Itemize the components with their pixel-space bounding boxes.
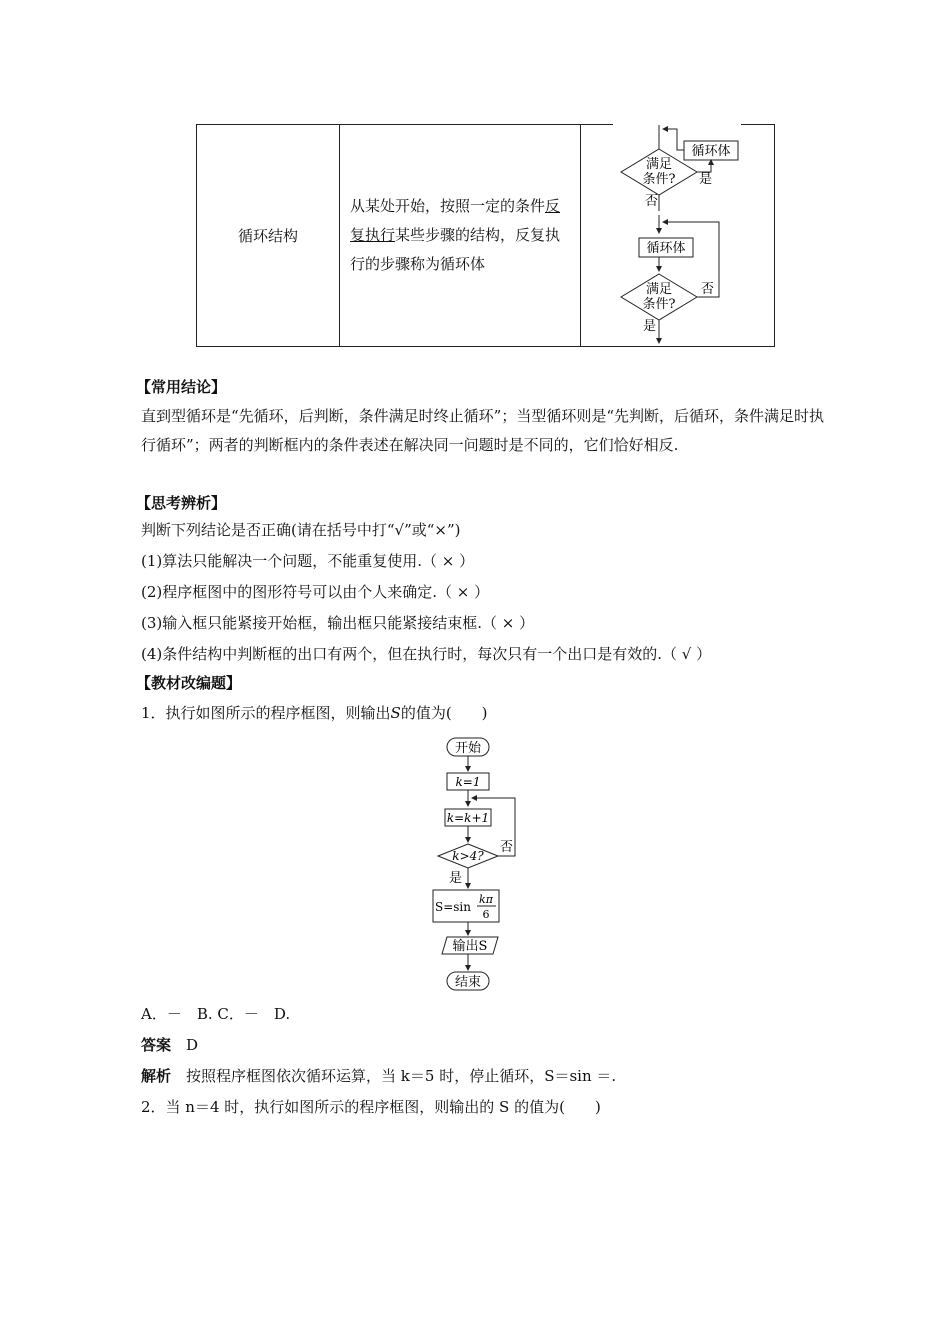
- loop-diagram: [581, 125, 774, 347]
- no-top: 否: [645, 194, 659, 209]
- thinking-item-2: (2)程序框图中的图形符号可以由个人来确定.（ × ）: [141, 583, 490, 601]
- flow-yes: 是: [449, 871, 463, 886]
- thinking-item-3: (3)输入框只能紧接开始框，输出框只能紧接结束框.（ × ）: [141, 614, 535, 632]
- answer-line: [141, 1032, 198, 1059]
- flow-assign-label: S=sin: [435, 900, 471, 914]
- desc-pre: 从某处开始，按照一定的条件: [350, 197, 546, 215]
- structure-name: 循环结构: [237, 227, 298, 245]
- question-2: 2．当 n＝4 时，执行如图所示的程序框图，则输出的 S 的值为( ): [141, 1098, 601, 1116]
- loop-body-bottom: 循环体: [646, 241, 686, 256]
- flow-step-label: k=k+1: [446, 811, 490, 825]
- loop-structure-table: [196, 124, 775, 347]
- q1-pre: 1．执行如图所示的程序框图，则输出: [141, 704, 391, 722]
- structure-desc-cell: [340, 125, 581, 347]
- desc-underline: 反复执行: [350, 197, 561, 244]
- no-bottom: 否: [701, 282, 715, 297]
- analysis-label: 解析: [141, 1067, 172, 1085]
- flow-frac-den: 6: [482, 908, 490, 921]
- yes-top: 是: [699, 172, 713, 187]
- desc-post: 某些步骤的结构，反复执行的步骤称为循环体: [350, 226, 561, 273]
- question-1-flowchart: [420, 732, 530, 994]
- analysis-text: 按照程序框图依次循环运算，当 k＝5 时，停止循环，S＝sin ＝.: [186, 1067, 617, 1085]
- thinking-title: 【思考辨析】: [136, 494, 227, 512]
- flow-no: 否: [500, 840, 514, 855]
- thinking-item-1: (1)算法只能解决一个问题，不能重复使用.（ × ）: [141, 552, 475, 570]
- textbook-title: 【教材改编题】: [136, 674, 242, 692]
- answer-value: D: [186, 1036, 199, 1054]
- analysis-line: [141, 1063, 616, 1090]
- flow-end-label: 结束: [454, 975, 482, 990]
- while-loop-diagram: [621, 125, 738, 211]
- flow-init-label: k=1: [455, 775, 481, 789]
- yes-bottom: 是: [643, 319, 657, 334]
- cond-bottom-line1: 满足: [645, 282, 673, 297]
- thinking-item-4: (4)条件结构中判断框的出口有两个，但在执行时，每次只有一个出口是有效的.（ √ ）: [141, 645, 712, 663]
- flow-output-label: 输出S: [452, 939, 488, 954]
- thinking-intro: 判断下列结论是否正确(请在括号中打“√”或“×”): [141, 521, 461, 539]
- until-loop-diagram: [621, 215, 719, 343]
- cond-bottom-line2: 条件?: [642, 297, 676, 312]
- cond-top-line1: 满足: [645, 157, 673, 172]
- conclusion-text: 直到型循环是“先循环，后判断，条件满足时终止循环”；当型循环则是“先判断，后循环，条件满足时执行循环”；两者的判断框内的条件表述在解决同一问题时是不同的，它们恰好相反.: [141, 407, 825, 454]
- loop-body-top: 循环体: [691, 144, 731, 159]
- question-1-options: A．－ B. C．－ D.: [141, 1005, 291, 1023]
- structure-diagram-cell: [581, 125, 775, 347]
- flow-cond-label: k>4?: [452, 849, 484, 863]
- question-1: [141, 700, 488, 727]
- structure-name-cell: [197, 125, 340, 347]
- q1-var: S: [390, 704, 401, 722]
- answer-label: 答案: [141, 1036, 172, 1054]
- cond-top-line2: 条件?: [642, 172, 676, 187]
- flow-frac-num: kπ: [479, 893, 493, 906]
- q1-post: 的值为( ): [400, 704, 488, 722]
- flow-start-label: 开始: [454, 741, 482, 756]
- conclusion-title: 【常用结论】: [136, 378, 227, 396]
